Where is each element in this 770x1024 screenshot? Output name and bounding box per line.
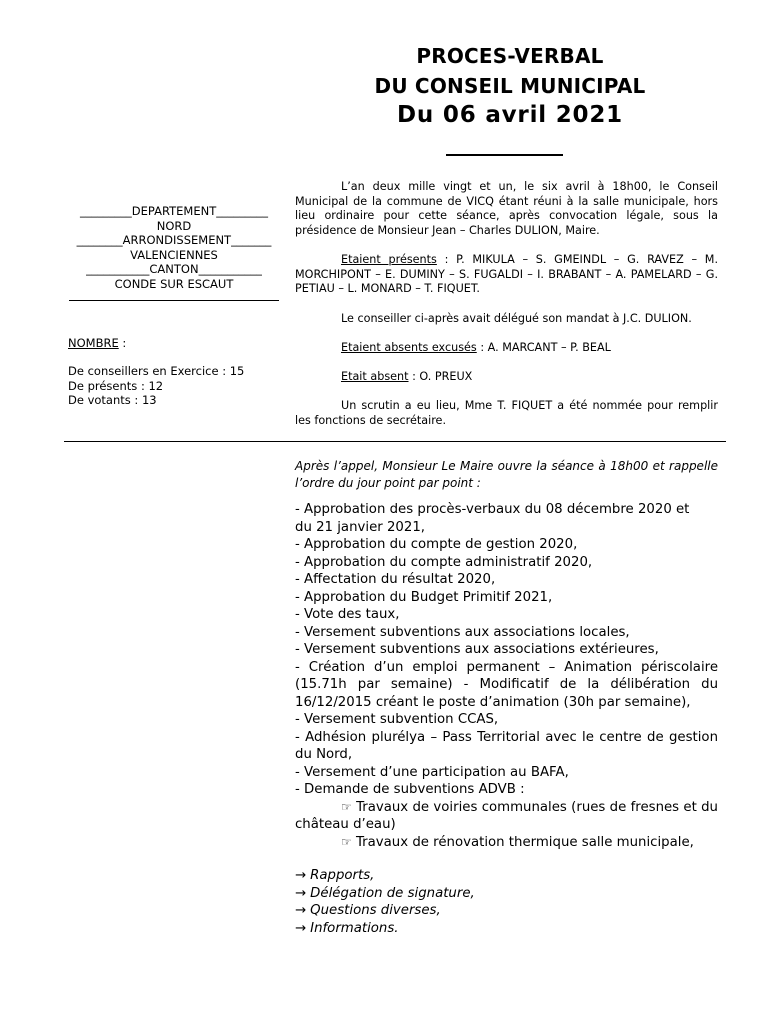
closing-item-label: Informations.	[310, 920, 399, 936]
absent-paragraph	[295, 370, 718, 385]
agenda-sub-item	[295, 834, 718, 852]
closing-item-label: Rapports,	[310, 868, 375, 883]
presents-paragraph	[295, 253, 718, 297]
session-intro: Après l’appel, Monsieur Le Maire ouvre la séance à 18h00 et rappelle l’ordre du jour point par point :	[295, 459, 718, 490]
agenda-item: - Versement subventions aux associations locales,	[295, 624, 630, 640]
closing-item	[295, 902, 475, 920]
document-subtitle: DU CONSEIL MUNICIPAL	[374, 74, 646, 98]
closing-item-label: Délégation de signature,	[310, 885, 475, 901]
agenda-item: - Approbation des procès-verbaux du 08 décembre 2020 et	[295, 502, 690, 517]
excused-list: : A. MARCANT – P. BEAL	[476, 341, 611, 354]
closing-item	[295, 885, 475, 903]
agenda-item: - Vote des taux,	[295, 607, 400, 622]
count-votants: De votants : 13	[68, 393, 157, 407]
right-arrow-icon: →	[295, 885, 307, 901]
department-line: _________DEPARTEMENT_________	[80, 204, 268, 218]
agenda-item: - Affectation du résultat 2020,	[295, 572, 496, 587]
agenda-sub-item	[295, 799, 718, 834]
agenda-item: - Versement subventions aux associations extérieures,	[295, 642, 659, 657]
agenda-item: - Création d’un emploi permanent – Animation périscolaire (15.71h par semaine) - Modificatif de la délibération du 16/12/2015 créant le poste d’animation (30h par semaine),	[295, 659, 718, 710]
excused-label: Etaient absents excusés	[341, 341, 477, 354]
agenda-sub-item-label: Travaux de voiries communales (rues de fresnes et du château d’eau)	[295, 799, 718, 832]
opening-paragraph: L’an deux mille vingt et un, le six avril à 18h00, le Conseil Municipal de la commune de VICQ étant réuni à la salle municipale, hors lieu ordinaire pour cette séance, après convocation légale, sous la présidence de Monsieur Jean – Charles DULION, Maire.	[295, 180, 718, 237]
scrutin-paragraph: Un scrutin a eu lieu, Mme T. FIQUET a été nommée pour remplir les fonctions de secrétaire.	[295, 399, 718, 427]
document-title: PROCES-VERBAL	[416, 44, 604, 68]
agenda-item: - Versement d’une participation au BAFA,	[295, 764, 569, 780]
closing-item	[295, 920, 475, 938]
department-line: ________ARRONDISSEMENT_______	[76, 233, 272, 247]
nombre-heading	[68, 336, 280, 351]
delegation-paragraph: Le conseiller ci-après avait délégué son mandat à J.C. DULION.	[341, 312, 692, 325]
document-date: Du 06 avril 2021	[397, 102, 623, 128]
closing-item-label: Questions diverses,	[310, 903, 441, 918]
agenda-item: - Versement subvention CCAS,	[295, 712, 499, 727]
agenda-item: - Adhésion plurélya – Pass Territorial avec le centre de gestion du Nord,	[295, 729, 718, 762]
agenda-item: du 21 janvier 2021,	[295, 519, 426, 535]
agenda-item: - Approbation du compte de gestion 2020,	[295, 537, 578, 552]
absent-list: : O. PREUX	[408, 370, 473, 383]
department-divider	[69, 300, 279, 301]
agenda-item: - Approbation du Budget Primitif 2021,	[295, 589, 553, 605]
counts-block	[68, 364, 280, 408]
nombre-label: NOMBRE	[68, 336, 119, 350]
agenda-sub-item-label: Travaux de rénovation thermique salle municipale,	[356, 834, 694, 850]
agenda-item: - Approbation du compte administratif 2020,	[295, 554, 593, 570]
presents-label: Etaient présents	[341, 253, 437, 266]
department-block	[68, 204, 280, 301]
closing-item	[295, 867, 475, 885]
department-line: VALENCIENNES	[130, 247, 218, 262]
count-presents: De présents : 12	[68, 378, 164, 393]
count-en-exercice: De conseillers en Exercice : 15	[68, 364, 245, 378]
absent-label: Etait absent	[341, 370, 409, 383]
right-arrow-icon: →	[295, 868, 307, 883]
title-underline	[446, 154, 563, 156]
nombre-label-suffix: :	[118, 336, 127, 350]
right-arrow-icon: →	[295, 903, 307, 918]
department-line: ___________CANTON___________	[86, 262, 262, 276]
department-line: NORD	[156, 218, 192, 233]
pointing-hand-icon: ☞	[341, 799, 352, 814]
agenda-list	[295, 501, 718, 851]
closing-items	[295, 867, 475, 937]
section-divider	[64, 441, 726, 442]
department-line: CONDE SUR ESCAUT	[114, 276, 234, 291]
right-arrow-icon: →	[295, 920, 307, 936]
pointing-hand-icon: ☞	[341, 834, 352, 849]
presents-list: : P. MIKULA – S. GMEINDL – G. RAVEZ – M. MORCHIPONT – E. DUMINY – S. FUGALDI – I. BRABANT – A. PAMELARD – G. PETIAU – L. MONARD – T. FIQUET.	[295, 253, 718, 296]
excused-paragraph	[295, 341, 718, 356]
agenda-item: - Demande de subventions ADVB :	[295, 782, 525, 797]
